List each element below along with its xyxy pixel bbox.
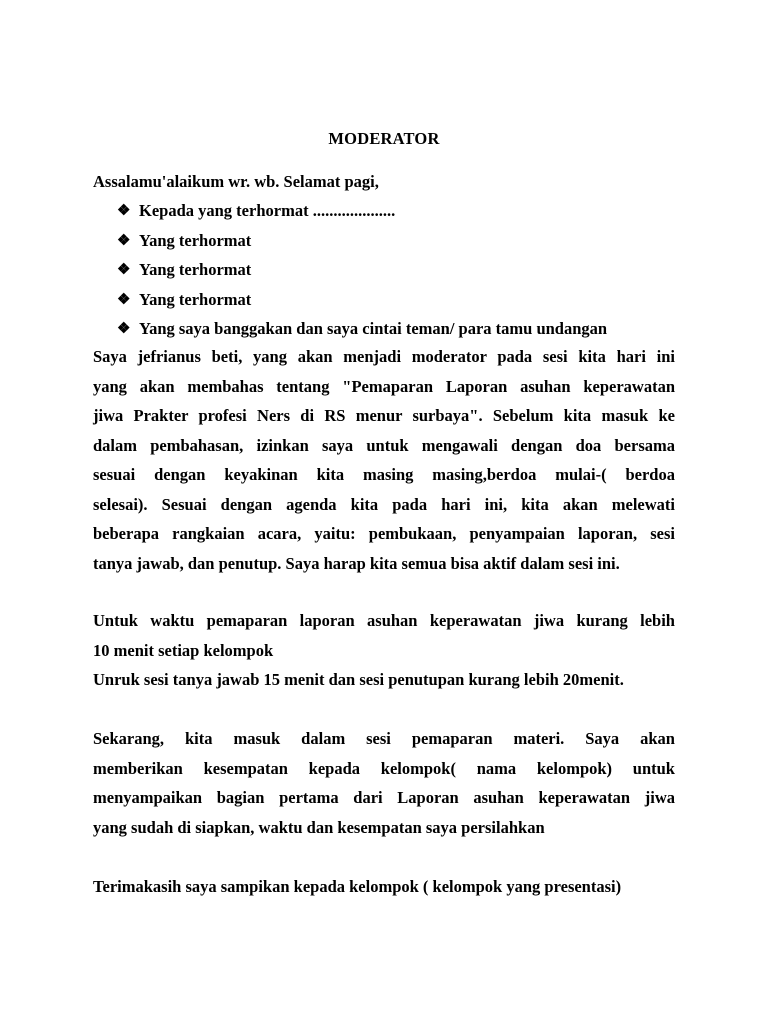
closing-paragraph: Terimakasih saya sampikan kepada kelompok ( kelompok yang presentasi) [93,877,622,896]
diamond-bullet-icon: ❖ [117,291,131,308]
list-item [117,259,607,289]
list-item-text: Yang terhormat [139,230,252,250]
diamond-bullet-icon: ❖ [117,262,131,278]
list-item [117,230,607,260]
diamond-bullet-icon: ❖ [117,321,131,337]
paragraph-line: 10 menit setiap kelompok [93,640,274,660]
paragraph-line: jiwa Prakter profesi Ners di RS menur surbaya". Sebelum kita masuk ke [93,406,675,425]
qa-time-paragraph: Unruk sesi tanya jawab 15 menit dan sesi penutupan kurang lebih 20menit. [93,670,624,689]
page-title: MODERATOR [328,129,440,148]
list-item-text: Yang terhormat [139,289,252,309]
presentation-time-paragraph [93,606,675,665]
diamond-bullet-icon: ❖ [117,203,131,219]
paragraph-line: Untuk waktu pemaparan laporan asuhan keperawatan jiwa kurang lebih [93,611,675,630]
paragraph-line: yang akan membahas tentang "Pemaparan Laporan asuhan keperawatan [93,376,675,396]
salutation-list [117,200,607,348]
paragraph-line: beberapa rangkaian acara, yaitu: pembukaan, penyampaian laporan, sesi [93,524,675,543]
list-item-text: Kepada yang terhormat .................... [139,201,396,220]
paragraph-line: tanya jawab, dan penutup. Saya harap kita semua bisa aktif dalam sesi ini. [93,553,620,573]
paragraph-line: memberikan kesempatan kepada kelompok( nama kelompok) untuk [93,758,675,778]
material-session-paragraph [93,724,675,842]
list-item [117,289,607,319]
paragraph-line: Sekarang, kita masuk dalam sesi pemaparan materi. Saya akan [93,729,675,748]
paragraph-line: sesuai dengan keyakinan kita masing masing,berdoa mulai-( berdoa [93,465,675,484]
paragraph-line: dalam pembahasan, izinkan saya untuk mengawali dengan doa bersama [93,435,675,455]
greeting-line: Assalamu'alaikum wr. wb. Selamat pagi, [93,172,379,191]
paragraph-line: Saya jefrianus beti, yang akan menjadi moderator pada sesi kita hari ini [93,347,675,366]
paragraph-line: menyampaikan bagian pertama dari Laporan asuhan keperawatan jiwa [93,788,675,807]
diamond-bullet-icon: ❖ [117,232,131,249]
intro-paragraph [93,342,675,578]
list-item [117,200,607,230]
paragraph-line: selesai). Sesuai dengan agenda kita pada hari ini, kita akan melewati [93,494,675,514]
list-item-text: Yang terhormat [139,260,252,279]
list-item-text: Yang saya banggakan dan saya cintai teman/ para tamu undangan [139,319,608,338]
paragraph-line: yang sudah di siapkan, waktu dan kesempatan saya persilahkan [93,817,545,837]
